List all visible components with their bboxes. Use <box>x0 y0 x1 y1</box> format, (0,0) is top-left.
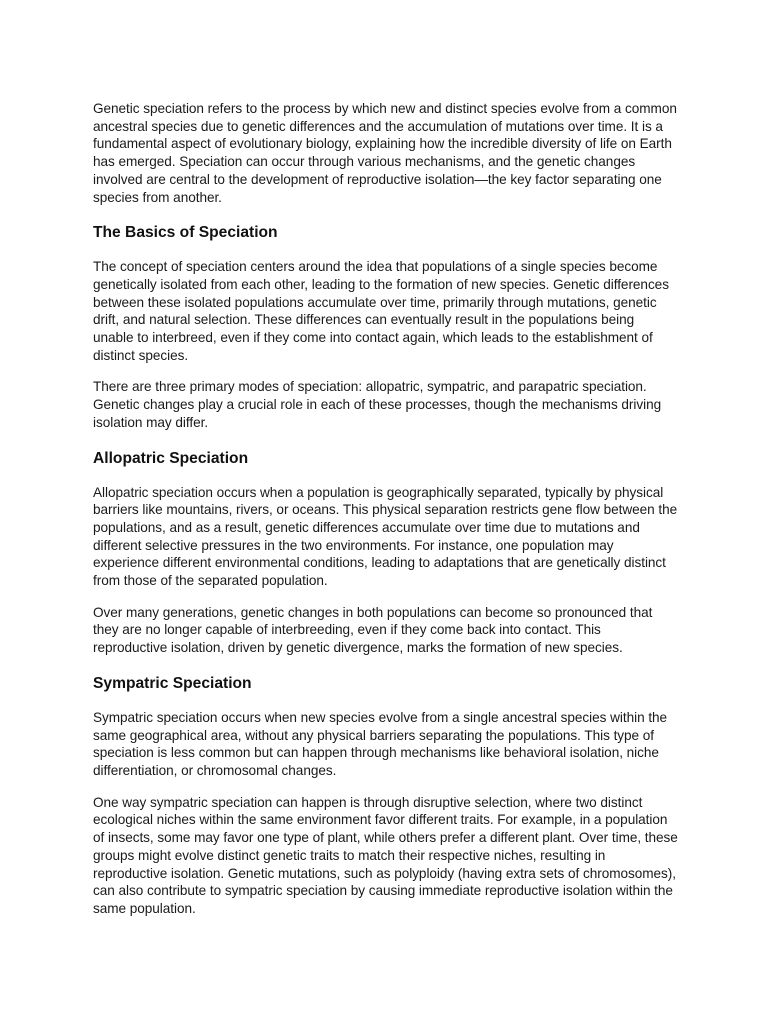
section-basics-of-speciation <box>93 223 678 431</box>
intro-paragraph: Genetic speciation refers to the process by which new and distinct species evolve from a common ancestral species due to genetic differences and the accumulation of mutations over time. It is a fundamental aspect of evolutionary biology, explaining how the incredible diversity of life on Earth has emerged. Speciation can occur through various mechanisms, and the genetic changes involved are central to the development of reproductive isolation—the key factor separating one species from another. <box>93 101 677 205</box>
section-sympatric-speciation <box>93 674 678 918</box>
paragraph: Sympatric speciation occurs when new species evolve from a single ancestral species within the same geographical area, without any physical barriers separating the populations. This type of speciation is less common but can happen through mechanisms like behavioral isolation, niche differentiation, or chromosomal changes. <box>93 709 668 778</box>
paragraph: One way sympatric speciation can happen is through disruptive selection, where two distinct ecological niches within the same environment favor different traits. For example, in a population of insects, some may favor one type of plant, while others prefer a different plant. Over time, these groups might evolve distinct genetic traits to match their respective niches, resulting in reproductive isolation. Genetic mutations, such as polyploidy (having extra sets of chromosomes), can also contribute to sympatric speciation by causing immediate reproductive isolation within the same population. <box>93 794 678 916</box>
paragraph: There are three primary modes of speciation: allopatric, sympatric, and parapatric speciation. Genetic changes play a crucial role in each of these processes, though the mechanisms driving isolation may differ. <box>93 379 662 430</box>
document-page <box>93 100 678 918</box>
section-heading: The Basics of Speciation <box>93 224 278 242</box>
paragraph: Over many generations, genetic changes in both populations can become so pronounced that they are no longer capable of interbreeding, even if they come back into contact. This reproductive isolation, driven by genetic divergence, marks the formation of new species. <box>93 604 653 656</box>
paragraph: The concept of speciation centers around the idea that populations of a single species become genetically isolated from each other, leading to the formation of new species. Genetic differences between these isolated populations accumulate over time, primarily through mutations, genetic drift, and natural selection. These differences can eventually result in the populations being unable to interbreed, even if they come into contact again, which leads to the establishment of distinct species. <box>93 259 669 363</box>
paragraph: Allopatric speciation occurs when a population is geographically separated, typically by physical barriers like mountains, rivers, or oceans. This physical separation restricts gene flow between the populations, and as a result, genetic differences accumulate over time due to mutations and different selective pressures in the two environments. For instance, one population may experience different environmental conditions, leading to adaptations that are genetically distinct from those of the separated population. <box>93 484 678 589</box>
section-heading: Sympatric Speciation <box>93 674 252 692</box>
section-allopatric-speciation <box>93 449 678 657</box>
section-heading: Allopatric Speciation <box>93 449 249 467</box>
